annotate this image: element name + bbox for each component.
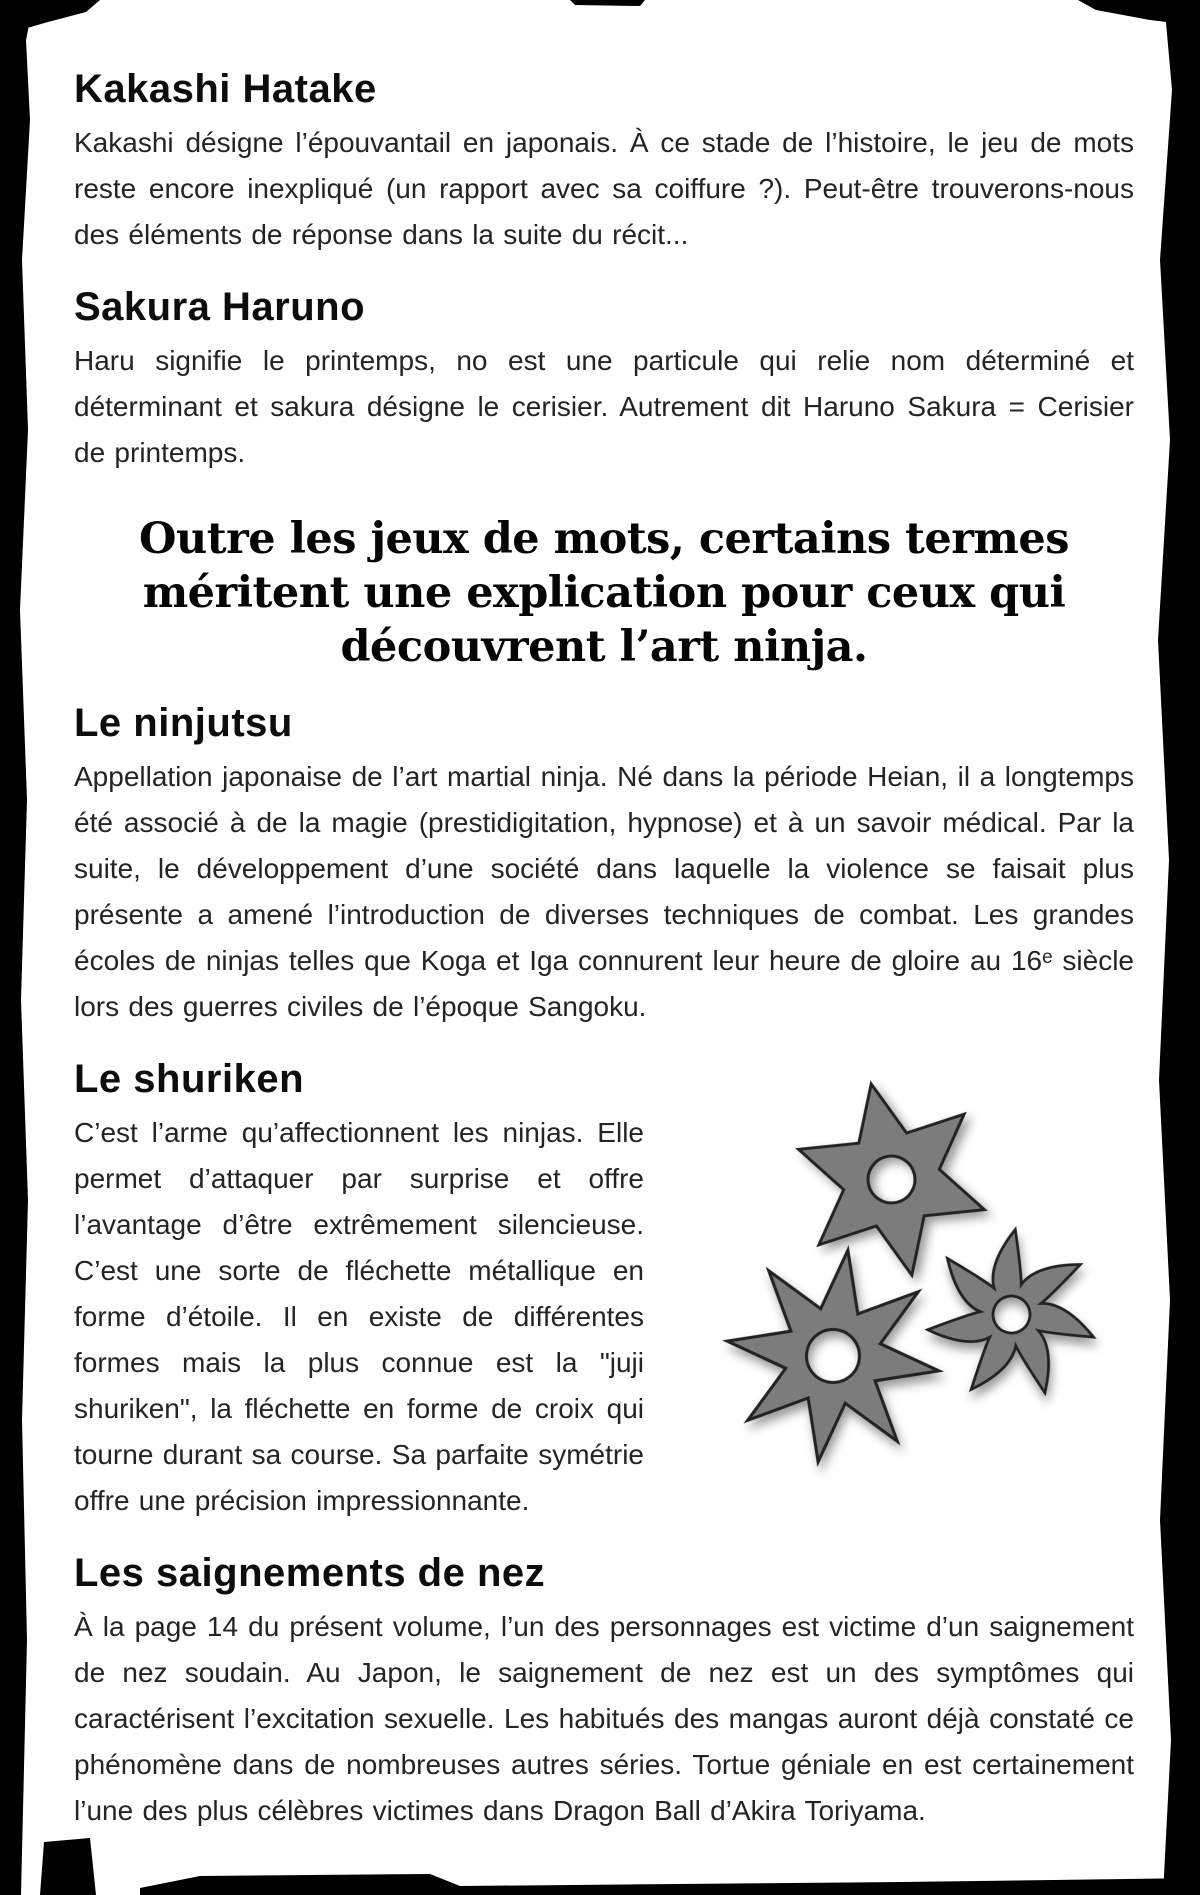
section-heading-saignements: Les saignements de nez	[74, 1551, 546, 1595]
page-torn-tab-bottom-left	[40, 1838, 96, 1895]
section-heading-ninjutsu: Le ninjutsu	[74, 701, 293, 745]
section-body-ninjutsu: Appellation japonaise de l’art martial ninja. Né dans la période Heian, il a longtemps été associé à de la magie (prestidigitation, hypnose) et à un savoir médical. Par la suite, le développement d’une société dans laquelle la violence se faisait plus présente a amené l’introduction de diverses techniques de combat. Les grandes écoles de ninjas telles que Koga et Iga connurent leur heure de gloire au 16ᵉ siècle lors des guerres civiles de l’époque Sangoku.	[74, 761, 1134, 1022]
intro-heading	[74, 512, 1134, 674]
section-heading-sakura: Sakura Haruno	[74, 285, 366, 329]
page-torn-corner-top-right	[1078, 0, 1200, 26]
shuriken-eight-point-icon	[704, 1227, 962, 1485]
intro-heading-line-3: découvrent l’art ninja.	[340, 622, 868, 672]
page-torn-mark-top-center	[570, 0, 645, 6]
intro-heading-line-1: Outre les jeux de mots, certains termes	[139, 514, 1069, 564]
page-torn-edge-bottom	[140, 1874, 1200, 1895]
section-heading-kakashi: Kakashi Hatake	[74, 67, 377, 111]
shuriken-illustration-group	[664, 1090, 1144, 1470]
section-heading-shuriken: Le shuriken	[74, 1057, 305, 1101]
page-torn-edge-right	[1158, 0, 1200, 1895]
page-torn-corner-top-left	[0, 0, 100, 34]
section-body-sakura: Haru signifie le printemps, no est une particule qui relie nom déterminé et déterminant et sakura désigne le cerisier. Autrement dit Haruno Sakura = Cerisier de printemps.	[74, 345, 1134, 468]
page-content	[74, 58, 1134, 1834]
section-body-shuriken: C’est l’arme qu’affectionnent les ninjas. Elle permet d’attaquer par surprise et offre l’avantage d’être extrêmement silencieuse. C’est une sorte de fléchette métallique en forme d’étoile. Il en existe de différentes formes mais la plus connue est la "juji shuriken", la fléchette en forme de croix qui tourne durant sa course. Sa parfaite symétrie offre une précision impressionnante.	[74, 1117, 644, 1516]
section-body-saignements: À la page 14 du présent volume, l’un des personnages est victime d’un saignement de nez soudain. Au Japon, le saignement de nez est un des symptômes qui caractérisent l’excitation sexuelle. Les habitués des mangas auront déjà constaté ce phénomène dans de nombreuses autres séries. Tortue géniale en est certainement l’une des plus célèbres victimes dans Dragon Ball d’Akira Toriyama.	[74, 1611, 1134, 1826]
intro-heading-line-2: méritent une explication pour ceux qui	[142, 568, 1066, 618]
section-body-kakashi: Kakashi désigne l’épouvantail en japonais. À ce stade de l’histoire, le jeu de mots reste encore inexpliqué (un rapport avec sa coiffure ?). Peut-être trouverons-nous des éléments de réponse dans la suite du récit...	[74, 127, 1134, 250]
page-torn-edge-left	[0, 0, 34, 1895]
